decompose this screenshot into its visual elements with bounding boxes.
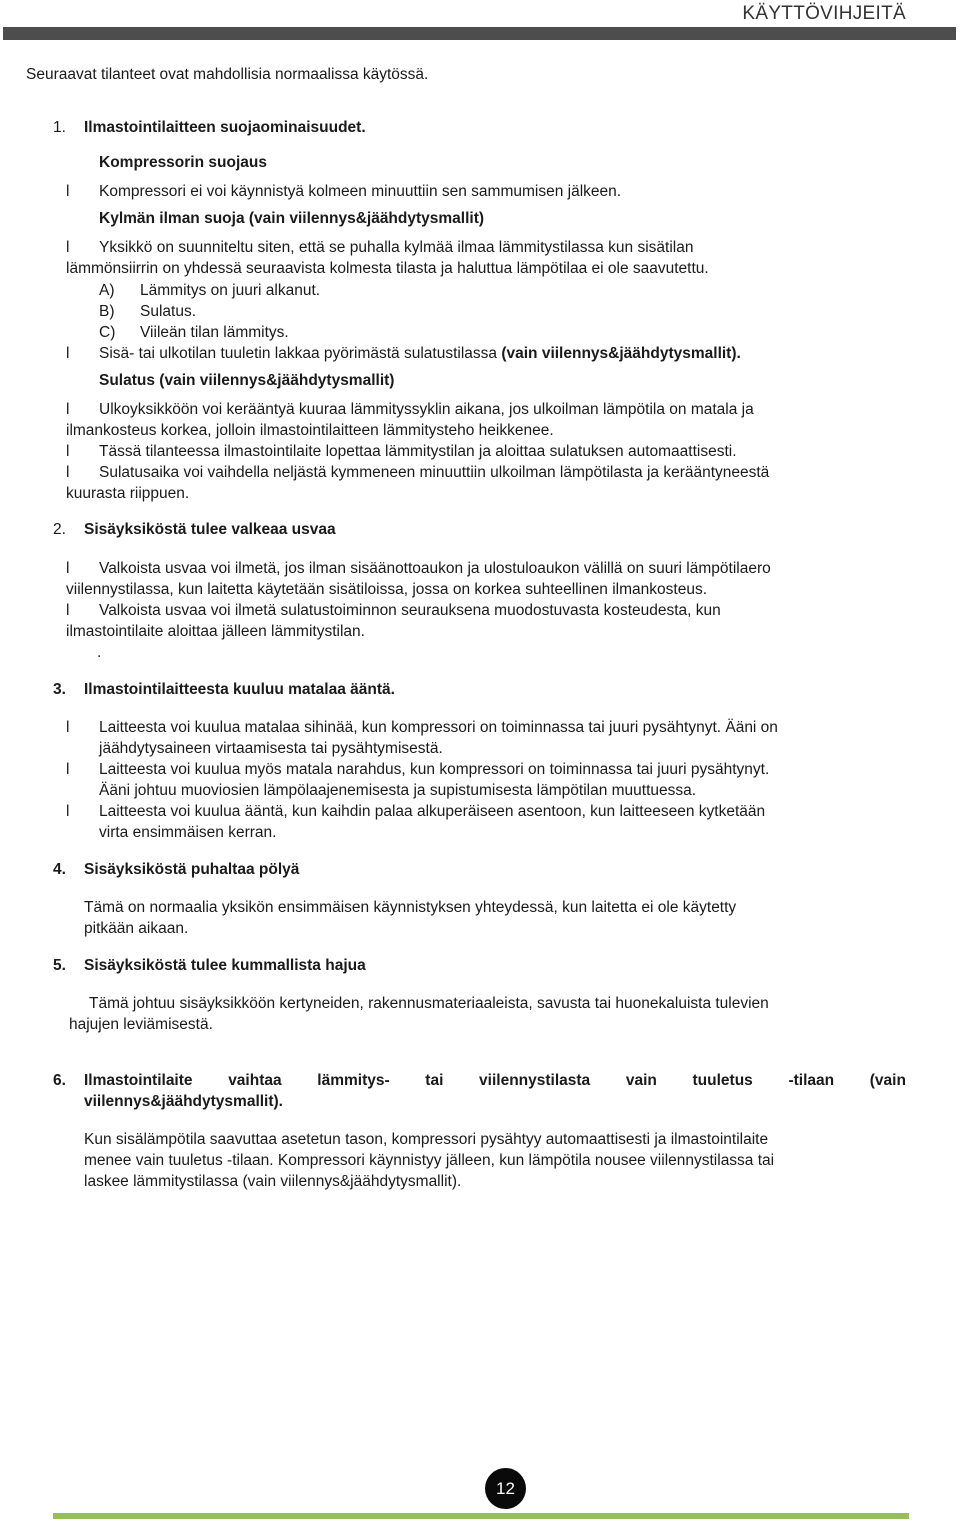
page-number: 12 [485, 1468, 526, 1509]
section-6-paragraph-line-3: laskee lämmitystilassa (vain viilennys&jäähdytysmallit). [84, 1173, 462, 1190]
section-3-number: 3. [53, 681, 66, 698]
section-1-bullet-5: Tässä tilanteessa ilmastointilaite lopettaa lämmitystilan ja aloittaa sulatuksen automaattisesti. [99, 443, 737, 460]
list-text: Viileän tilan lämmitys. [140, 324, 289, 341]
title-word: lämmitys- [317, 1072, 390, 1089]
bullet-marker: l [66, 560, 70, 577]
section-6-paragraph-line-1: Kun sisälämpötila saavuttaa asetetun tason, kompressori pysähtyy automaattisesti ja ilmastointilaite [84, 1131, 769, 1148]
bullet-marker: l [66, 401, 70, 418]
footer-bar [53, 1513, 909, 1519]
section-5-paragraph-line-2: hajujen leviämisestä. [69, 1016, 213, 1033]
section-1-bullet-2-line-2: lämmönsiirrin on yhdessä seuraavista kolmesta tilasta ja haluttua lämpötilaa ei ole saavutettu. [66, 260, 709, 277]
title-word: tuuletus [692, 1072, 753, 1089]
section-1-bullet-4-line-2: ilmankosteus korkea, jolloin ilmastointilaitteen lämmitysteho heikkenee. [66, 422, 554, 439]
section-1-bullet-3 [99, 343, 741, 364]
list-label: C) [99, 324, 116, 341]
section-1-bullet-1: Kompressori ei voi käynnistyä kolmeen minuuttiin sen sammumisen jälkeen. [99, 183, 622, 200]
list-item [99, 301, 196, 322]
section-6-title-line-1 [84, 1070, 906, 1091]
list-label: B) [99, 303, 115, 320]
section-1-bullet-6-line-1: Sulatusaika voi vaihdella neljästä kymmeneen minuuttiin ulkoilman lämpötilasta ja kerääntyneestä [99, 464, 770, 481]
bullet-marker: l [66, 464, 70, 481]
section-6-number: 6. [53, 1072, 66, 1089]
title-word: (vain [869, 1072, 906, 1089]
section-4-number: 4. [53, 861, 66, 878]
list-label: A) [99, 282, 115, 299]
section-2-bullet-1-line-1: Valkoista usvaa voi ilmetä, jos ilman sisäänottoaukon ja ulostuloaukon välillä on suuri lämpötilaero [99, 560, 771, 577]
bullet-marker: l [66, 239, 70, 256]
bullet-marker: l [66, 803, 70, 820]
section-3-bullet-1-line-2: jäähdytysaineen virtaamisesta tai pysähtymisestä. [99, 740, 443, 757]
section-2-title: Sisäyksiköstä tulee valkeaa usvaa [84, 521, 336, 538]
section-1-number: 1. [53, 119, 66, 136]
section-3-bullet-3-line-2: virta ensimmäisen kerran. [99, 824, 277, 841]
bullet-3-bold: (vain viilennys&jäähdytysmallit). [501, 345, 741, 362]
section-2-number: 2. [53, 521, 66, 538]
section-3-title: Ilmastointilaitteesta kuuluu matalaa ääntä. [84, 681, 395, 698]
intro-text: Seuraavat tilanteet ovat mahdollisia normaalissa käytössä. [26, 66, 429, 83]
section-1-bullet-6-line-2: kuurasta riippuen. [66, 485, 190, 502]
section-1-sub-compressor: Kompressorin suojaus [99, 154, 267, 171]
bullet-marker: l [66, 345, 70, 362]
title-word: Ilmastointilaite [84, 1072, 193, 1089]
title-word: tai [425, 1072, 444, 1089]
title-word: viilennystilasta [479, 1072, 591, 1089]
section-3-bullet-2-line-1: Laitteesta voi kuulua myös matala narahdus, kun kompressori on toiminnassa tai juuri pysähtynyt. [99, 761, 770, 778]
section-1-title: Ilmastointilaitteen suojaominaisuudet. [84, 119, 366, 136]
title-word: -tilaan [788, 1072, 835, 1089]
stray-dot: . [97, 644, 102, 661]
section-6-title-line-2: viilennys&jäähdytysmallit). [84, 1093, 283, 1110]
section-6-paragraph-line-2: menee vain tuuletus -tilaan. Kompressori käynnistyy jälleen, kun lämpötila nousee viilennystilassa tai [84, 1152, 775, 1169]
section-4-paragraph-line-1: Tämä on normaalia yksikön ensimmäisen käynnistyksen yhteydessä, kun laitetta ei ole käytetty [84, 899, 737, 916]
bullet-marker: l [66, 183, 70, 200]
list-item [99, 322, 289, 343]
section-1-bullet-4-line-1: Ulkoyksikköön voi kerääntyä kuuraa lämmityssyklin aikana, jos ulkoilman lämpötila on matala ja [99, 401, 754, 418]
title-word: vain [625, 1072, 657, 1089]
list-text: Lämmitys on juuri alkanut. [140, 282, 321, 299]
bullet-marker: l [66, 761, 70, 778]
section-2-bullet-2-line-1: Valkoista usvaa voi ilmetä sulatustoiminnon seurauksena muodostuvasta kosteudesta, kun [99, 602, 721, 619]
section-5-paragraph-line-1: Tämä johtuu sisäyksikköön kertyneiden, rakennusmateriaaleista, savusta tai huonekaluista tulevien [89, 995, 769, 1012]
bullet-marker: l [66, 719, 70, 736]
section-1-sub-defrost: Sulatus (vain viilennys&jäähdytysmallit) [99, 372, 395, 389]
header-bar [3, 27, 956, 40]
section-4-title: Sisäyksiköstä puhaltaa pölyä [84, 861, 300, 878]
section-3-bullet-1-line-1: Laitteesta voi kuulua matalaa sihinää, kun kompressori on toiminnassa tai juuri pysähtynyt. Ääni on [99, 719, 778, 736]
bullet-3-text: Sisä- tai ulkotilan tuuletin lakkaa pyörimästä sulatustilassa [99, 345, 502, 362]
section-4-paragraph-line-2: pitkään aikaan. [84, 920, 189, 937]
section-3-bullet-2-line-2: Ääni johtuu muoviosien lämpölaajenemisesta ja supistumisesta lämpötilan muuttuessa. [99, 782, 697, 799]
list-text: Sulatus. [140, 303, 197, 320]
section-3-bullet-3-line-1: Laitteesta voi kuulua ääntä, kun kaihdin palaa alkuperäiseen asentoon, kun laitteeseen kytketään [99, 803, 766, 820]
section-5-title: Sisäyksiköstä tulee kummallista hajua [84, 957, 366, 974]
section-5-number: 5. [53, 957, 66, 974]
bullet-marker: l [66, 602, 70, 619]
section-2-bullet-1-line-2: viilennystilassa, kun laitetta käytetään sisätiloissa, jossa on korkea suhteellinen ilmankosteus. [66, 581, 708, 598]
section-1-bullet-2-line-1: Yksikkö on suunniteltu siten, että se puhalla kylmää ilmaa lämmitystilassa kun sisätilan [99, 239, 694, 256]
section-2-bullet-2-line-2: ilmastointilaite aloittaa jälleen lämmitystilan. [66, 623, 365, 640]
bullet-marker: l [66, 443, 70, 460]
list-item [99, 280, 320, 301]
section-1-sub-cold-air: Kylmän ilman suoja (vain viilennys&jäähdytysmallit) [99, 210, 485, 227]
page-header-title: KÄYTTÖVIHJEITÄ [742, 3, 906, 24]
title-word: vaihtaa [228, 1072, 282, 1089]
